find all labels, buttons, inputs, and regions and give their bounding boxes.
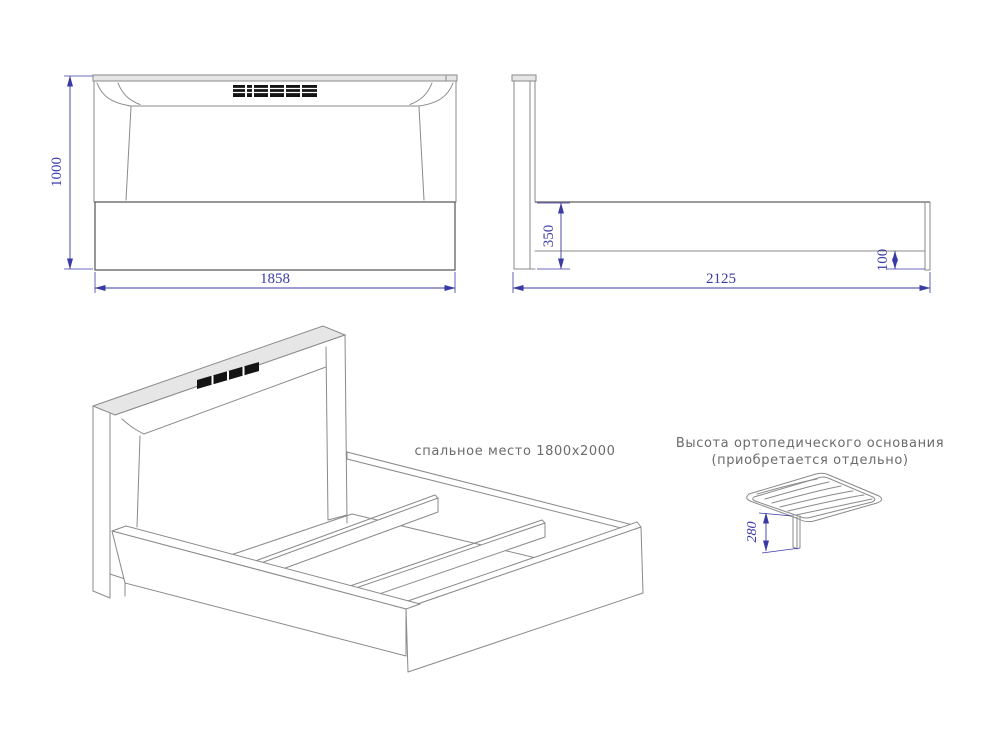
headboard-band-inner-curve-right <box>410 83 432 105</box>
headboard-panel-right-slant <box>419 107 424 200</box>
dimension-base-height-280 <box>745 513 800 553</box>
isometric-view <box>93 326 643 672</box>
base-frame <box>747 473 882 521</box>
headboard-band-inner-curve-left <box>118 83 140 105</box>
dimension-280-label: 280 <box>745 521 760 543</box>
side-view <box>512 75 930 293</box>
base-note-line2: (приобретается отдельно) <box>711 453 909 468</box>
headboard-decor-barcode-icon <box>233 85 317 97</box>
bed-frame-front <box>95 202 455 270</box>
front-view <box>49 75 457 293</box>
dimension-2125-label: 2125 <box>706 271 736 287</box>
headboard-top-cap <box>93 75 457 81</box>
headboard-panel-left-slant <box>126 107 131 200</box>
dimension-clearance-100 <box>875 249 925 272</box>
orthopedic-base-detail <box>676 436 944 553</box>
dimension-height-1000 <box>49 76 93 269</box>
sleeping-area-note: спальное место 1800x2000 <box>414 444 616 459</box>
dimension-length-2125 <box>513 271 930 293</box>
dimension-1000-label: 1000 <box>49 157 65 187</box>
dimension-width-1858 <box>95 271 455 293</box>
post-top-cap <box>512 75 536 81</box>
dimension-350-label: 350 <box>541 224 557 248</box>
base-leg <box>793 515 800 549</box>
dimension-1858-label: 1858 <box>260 271 290 287</box>
base-note-line1: Высота ортопедического основания <box>675 436 945 451</box>
dimension-rail-height-350 <box>537 203 570 269</box>
dimension-100-label: 100 <box>875 248 891 272</box>
